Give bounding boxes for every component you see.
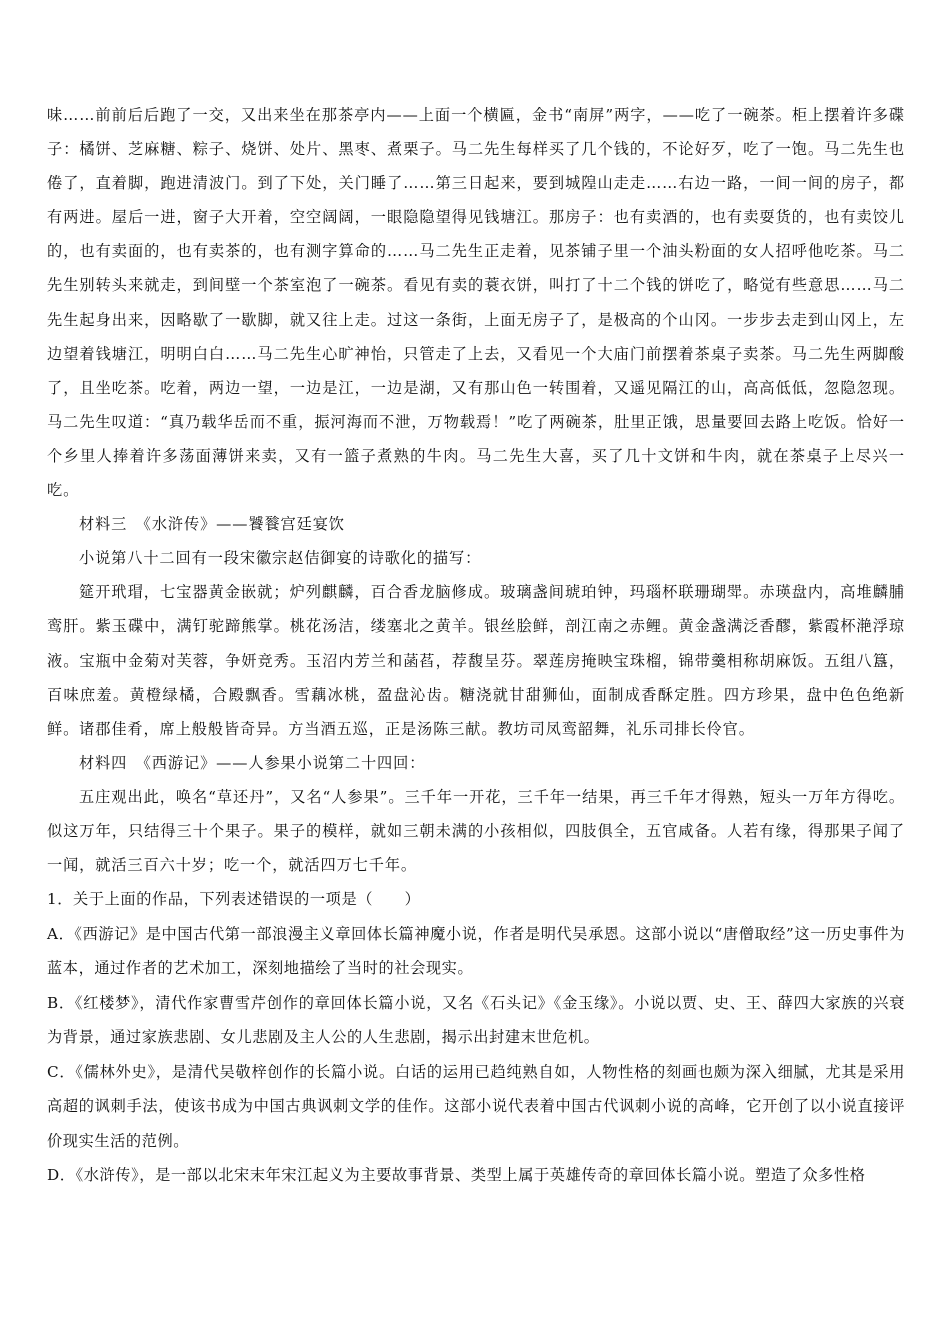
question-1-option-b: B．《红楼梦》，清代作家曹雪芹创作的章回体长篇小说，又名《石头记》《金玉缘》。小说以贾、史、王、薛四大家族的兴衰为背景，通过家族悲剧、女儿悲剧及主人公的人生悲剧，揭示出封建末世危机。 xyxy=(47,993,905,1047)
material-three-intro: 小说第八十二回有一段宋徽宗赵佶御宴的诗歌化的描写： xyxy=(79,549,482,568)
document-page xyxy=(47,98,905,1193)
question-1-option-c: C．《儒林外史》，是清代吴敬梓创作的长篇小说。白话的运用已趋纯熟自如，人物性格的刻画也颇为深入细腻，尤其是采用高超的讽刺手法，使该书成为中国古典讽刺文学的佳作。这部小说代表着中国古代讽刺小说的高峰，它开创了以小说直接评价现实生活的范例。 xyxy=(47,1062,905,1150)
material-three-title: 材料三 《水浒传》——饕餮宫廷宴饮 xyxy=(79,515,345,534)
material-four-body: 五庄观出此，唤名“草还丹”，又名“人参果”。三千年一开花，三千年一结果，再三千年才得熟，短头一万年方得吃。似这万年，只结得三十个果子。果子的模样，就如三朝未满的小孩相似，四肢俱全，五官咸备。人若有缘，得那果子闻了一闻，就活三百六十岁；吃一个，就活四万七千年。 xyxy=(47,787,905,875)
material-four-title: 材料四 《西游记》——人参果小说第二十四回： xyxy=(79,753,426,772)
question-1-option-a: A．《西游记》是中国古代第一部浪漫主义章回体长篇神魔小说，作者是明代吴承恩。这部小说以“唐僧取经”这一历史事件为蓝本，通过作者的艺术加工，深刻地描绘了当时的社会现实。 xyxy=(47,924,905,978)
question-1-option-d: D．《水浒传》，是一部以北宋末年宋江起义为主要故事背景、类型上属于英雄传奇的章回体长篇小说。塑造了众多性格 xyxy=(47,1166,866,1185)
question-1-stem: 1．关于上面的作品，下列表述错误的一项是（ ） xyxy=(47,890,421,909)
material-three-body: 筵开玳瑁，七宝器黄金嵌就；炉列麒麟，百合香龙脑修成。玻璃盏间琥珀钟，玛瑙杯联珊瑚斝。赤瑛盘内，高堆麟脯鸾肝。紫玉碟中，满钉驼蹄熊掌。桃花汤洁，缕塞北之黄羊。银丝脍鲜，剖江南之赤鲤。黄金盏满泛香醪，紫霞杯滟浮琼液。宝瓶中金菊对芙蓉，争妍竞秀。玉沼内芳兰和菡萏，荐馥呈芬。翠莲房掩映宝珠榴，锦带羹相称胡麻饭。五组八簋，百味庶羞。黄橙绿橘，合殿飘香。雪藕冰桃，盈盘沁齿。糖浇就甘甜狮仙，面制成香酥定胜。四方珍果，盘中色色绝新鲜。诸郡佳肴，席上般般皆奇异。方当酒五巡，正是汤陈三献。教坊司凤鸾韶舞，礼乐司排长伶官。 xyxy=(47,583,905,738)
material-two-continued: 味……前前后后跑了一交，又出来坐在那茶亭内——上面一个横匾，金书“南屏”两字，——吃了一碗茶。柜上摆着许多碟子：橘饼、芝麻糖、粽子、烧饼、处片、黑枣、煮栗子。马二先生每样买了几个钱的，不论好歹，吃了一饱。马二先生也倦了，直着脚，跑进清波门。到了下处，关门睡了……第三日起来，要到城隍山走走……右边一路，一间一间的房子，都有两进。屋后一进，窗子大开着，空空阔阔，一眼隐隐望得见钱塘江。那房子：也有卖酒的，也有卖耍货的，也有卖饺儿的，也有卖面的，也有卖茶的，也有测字算命的……马二先生正走着，见茶铺子里一个油头粉面的女人招呼他吃茶。马二先生别转头来就走，到间壁一个茶室泡了一碗茶。看见有卖的蓑衣饼，叫打了十二个钱的饼吃了，略觉有些意思……马二先生起身出来，因略歇了一歇脚，就又往上走。过这一条街，上面无房子了，是极高的个山冈。一步步去走到山冈上，左边望着钱塘江，明明白白……马二先生心旷神怡，只管走了上去，又看见一个大庙门前摆着茶桌子卖茶。马二先生两脚酸了，且坐吃茶。吃着，两边一望，一边是江，一边是湖，又有那山色一转围着，又遥见隔江的山，高高低低，忽隐忽现。马二先生叹道：“真乃载华岳而不重，振河海而不泄，万物载焉！”吃了两碗茶，肚里正饿，思量要回去路上吃饭。恰好一个乡里人捧着许多荡面薄饼来卖，又有一篮子煮熟的牛肉。马二先生大喜，买了几十文饼和牛肉，就在茶桌子上尽兴一吃。 xyxy=(47,106,905,500)
